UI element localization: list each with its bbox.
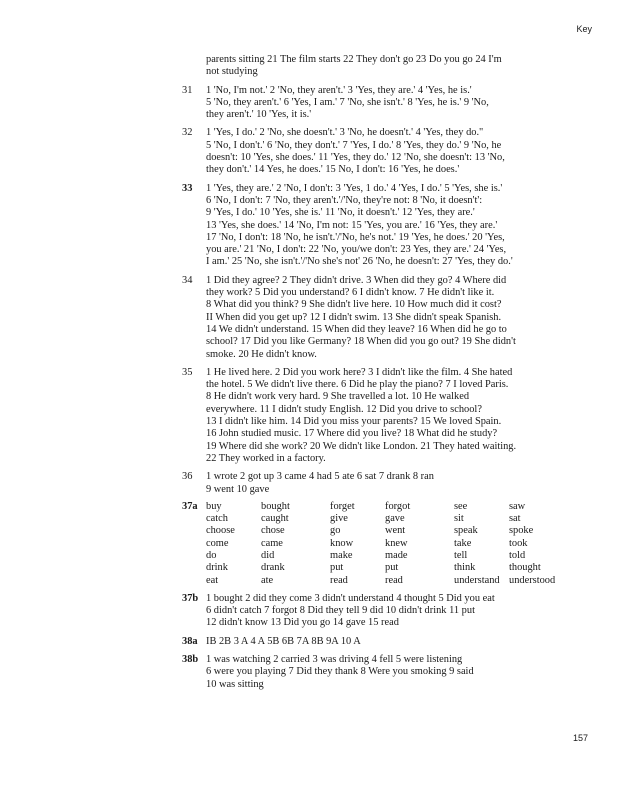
exercise-31 xyxy=(182,85,582,122)
answer-line: parents sitting 21 The film starts 22 They don't go 23 Do you go 24 I'm xyxy=(206,54,502,65)
base-form: know xyxy=(330,537,354,549)
exercise-37b xyxy=(182,593,582,630)
exercise-number: 32 xyxy=(182,127,193,139)
past-form: bought xyxy=(261,500,290,512)
answer-line: 19 Where did she work? 20 We didn't like London. 21 They hated waiting. xyxy=(206,440,517,452)
answer-line: 17 'No, I don't: 18 'No, he isn't.'/'No, he's not.' 19 'Yes, he does.' 20 'Yes, xyxy=(206,231,505,243)
past-form: put xyxy=(385,562,399,574)
exercise-37a xyxy=(182,501,582,587)
answer-line: 6 were you playing 7 Did they thank 8 Were you smoking 9 said xyxy=(206,666,474,678)
past-form: gave xyxy=(385,513,405,525)
base-form: buy xyxy=(206,500,222,512)
answer-line: they work? 5 Did you understand? 6 I didn't know. 7 He didn't like it. xyxy=(206,287,495,299)
base-form: come xyxy=(206,537,229,549)
answer-line: 8 What did you think? 9 She didn't live here. 10 How much did it cost? xyxy=(206,299,502,311)
base-form: think xyxy=(454,562,476,574)
base-form: understand xyxy=(454,574,500,586)
exercise-38a xyxy=(182,636,582,648)
base-form: speak xyxy=(454,525,478,537)
answer-line: 1 'No, I'm not.' 2 'No, they aren't.' 3 'Yes, they are.' 4 'Yes, he is.' xyxy=(206,84,472,96)
past-form: thought xyxy=(509,562,541,574)
exercise-36 xyxy=(182,471,582,496)
answer-line: 6 'No, I don't: 7 'No, they aren't.'/'No, they're not: 8 'No, it doesn't': xyxy=(206,194,483,206)
base-form: tell xyxy=(454,549,468,561)
answer-line: 1 wrote 2 got up 3 came 4 had 5 ate 6 sat 7 drank 8 ran xyxy=(206,471,434,483)
base-form: do xyxy=(206,549,217,561)
answer-line: 13 'Yes, she does.' 14 'No, I'm not: 15 'Yes, you are.' 16 'Yes, they are.' xyxy=(206,219,498,231)
answer-line: 12 didn't know 13 Did you go 14 gave 15 read xyxy=(206,617,399,629)
past-form: saw xyxy=(509,500,526,512)
answer-line: school? 17 Did you like Germany? 18 When did you go out? 19 She didn't xyxy=(206,336,516,348)
exercise-number: 37a xyxy=(182,500,198,512)
answer-line: 13 I didn't like him. 14 Did you miss your parents? 15 We loved Spain. xyxy=(206,416,502,428)
past-form: did xyxy=(261,549,275,561)
answer-line: everywhere. 11 I didn't study English. 12 Did you drive to school? xyxy=(206,403,482,415)
answer-line: 5 'No, they aren't.' 6 'Yes, I am.' 7 'No, she isn't.' 8 'Yes, he is.' 9 'No, xyxy=(206,96,489,108)
past-form: drank xyxy=(261,562,285,574)
answer-line: the hotel. 5 We didn't live there. 6 Did he play the piano? 7 I loved Paris. xyxy=(206,379,509,391)
verb-row xyxy=(206,501,579,513)
answer-line: 14 We didn't understand. 15 When did they leave? 16 When did he go to xyxy=(206,323,507,335)
exercise-35 xyxy=(182,367,582,465)
exercise-list-continued xyxy=(182,593,582,691)
answer-line: 1 'Yes, they are.' 2 'No, I don't: 3 'Yes, 1 do.' 4 'Yes, I do.' 5 'Yes, she is.' xyxy=(206,182,503,194)
past-form: spoke xyxy=(509,525,534,537)
exercise-number: 35 xyxy=(182,366,193,378)
exercise-33 xyxy=(182,183,582,269)
answer-line: 5 'No, I don't.' 6 'No, they don't.' 7 'Yes, I do.' 8 'Yes, they do.' 9 'No, he xyxy=(206,139,502,151)
verb-row xyxy=(206,562,579,574)
past-form: told xyxy=(509,549,526,561)
irregular-verbs-table xyxy=(206,501,579,587)
answer-line: 1 Did they agree? 2 They didn't drive. 3 When did they go? 4 Where did xyxy=(206,274,507,286)
base-form: put xyxy=(330,562,344,574)
base-form: see xyxy=(454,500,468,512)
past-form: forgot xyxy=(385,500,411,512)
exercise-number: 36 xyxy=(182,471,193,483)
exercise-number: 31 xyxy=(182,84,193,96)
answer-line: you are.' 21 'No, I don't: 22 'No, you/we don't: 23 Yes, they are.' 24 'Yes, xyxy=(206,244,507,256)
exercise-38b xyxy=(182,654,582,691)
past-form: caught xyxy=(261,513,289,525)
answer-line: I am.' 25 'No, she isn't.'/'No she's not' 26 'No, he doesn't: 27 'Yes, they do.' xyxy=(206,256,513,268)
base-form: take xyxy=(454,537,472,549)
answer-line: 6 didn't catch 7 forgot 8 Did they tell 9 did 10 didn't drink 11 put xyxy=(206,605,475,617)
past-form: went xyxy=(385,525,406,537)
running-header: Key xyxy=(576,24,592,34)
exercise-number: 38a xyxy=(182,635,198,647)
answer-line: 9 'Yes, I do.' 10 'Yes, she is.' 11 'No, it doesn't.' 12 'Yes, they are.' xyxy=(206,207,475,219)
base-form: choose xyxy=(206,525,235,537)
answer-line: they don't.' 14 Yes, he does.' 15 No, I don't: 16 'Yes, he does.' xyxy=(206,164,460,176)
past-form: chose xyxy=(261,525,285,537)
exercise-34 xyxy=(182,275,582,361)
past-form: knew xyxy=(385,537,408,549)
past-form: sat xyxy=(509,513,521,525)
verb-row xyxy=(206,513,579,525)
continued-answers xyxy=(182,54,582,79)
answer-line: doesn't: 10 'Yes, she does.' 11 'Yes, they do.' 12 'No, she doesn't: 13 'No, xyxy=(206,152,505,164)
answer-line: 1 He lived here. 2 Did you work here? 3 I didn't like the film. 4 She hated xyxy=(206,366,513,378)
exercise-number: 33 xyxy=(182,182,193,194)
answer-line: 1 was watching 2 carried 3 was driving 4 fell 5 were listening xyxy=(206,654,463,666)
answer-line: 16 John studied music. 17 Where did you live? 18 What did he study? xyxy=(206,428,498,440)
exercise-number: 37b xyxy=(182,592,199,604)
exercise-list xyxy=(182,85,582,496)
verb-row xyxy=(206,525,579,537)
verb-row xyxy=(206,538,579,550)
base-form: forget xyxy=(330,500,355,512)
exercise-number: 34 xyxy=(182,274,193,286)
base-form: sit xyxy=(454,513,464,525)
base-form: read xyxy=(330,574,348,586)
answer-line: 10 was sitting xyxy=(206,678,264,690)
past-form: came xyxy=(261,537,283,549)
base-form: make xyxy=(330,549,353,561)
answer-line: not studying xyxy=(206,66,258,78)
verb-row xyxy=(206,550,579,562)
answer-line: 22 They worked in a factory. xyxy=(206,452,326,464)
verb-row xyxy=(206,575,579,587)
exercise-number: 38b xyxy=(182,654,199,666)
past-form: took xyxy=(509,537,528,549)
base-form: give xyxy=(330,513,348,525)
past-form: ate xyxy=(261,574,274,586)
answer-line: 1 'Yes, I do.' 2 'No, she doesn't.' 3 'No, he doesn't.' 4 'Yes, they do." xyxy=(206,127,484,139)
past-form: made xyxy=(385,549,408,561)
base-form: catch xyxy=(206,513,228,525)
exercise-32 xyxy=(182,127,582,176)
answer-line: they aren't.' 10 'Yes, it is.' xyxy=(206,109,312,121)
answer-line: 8 He didn't work very hard. 9 She travelled a lot. 10 He walked xyxy=(206,391,470,403)
base-form: drink xyxy=(206,562,228,574)
answer-line: 9 went 10 gave xyxy=(206,483,270,495)
base-form: go xyxy=(330,525,341,537)
page-number: 157 xyxy=(572,733,588,743)
answer-key xyxy=(182,54,582,697)
past-form: read xyxy=(385,574,403,586)
answer-line: II When did you get up? 12 I didn't swim. 13 She didn't speak Spanish. xyxy=(206,311,502,323)
past-form: understood xyxy=(509,574,556,586)
answer-line: smoke. 20 He didn't know. xyxy=(206,348,317,360)
answer-line: IB 2B 3 A 4 A 5B 6B 7A 8B 9A 10 A xyxy=(206,635,361,647)
answer-line: 1 bought 2 did they come 3 didn't understand 4 thought 5 Did you eat xyxy=(206,592,495,604)
base-form: eat xyxy=(206,574,219,586)
